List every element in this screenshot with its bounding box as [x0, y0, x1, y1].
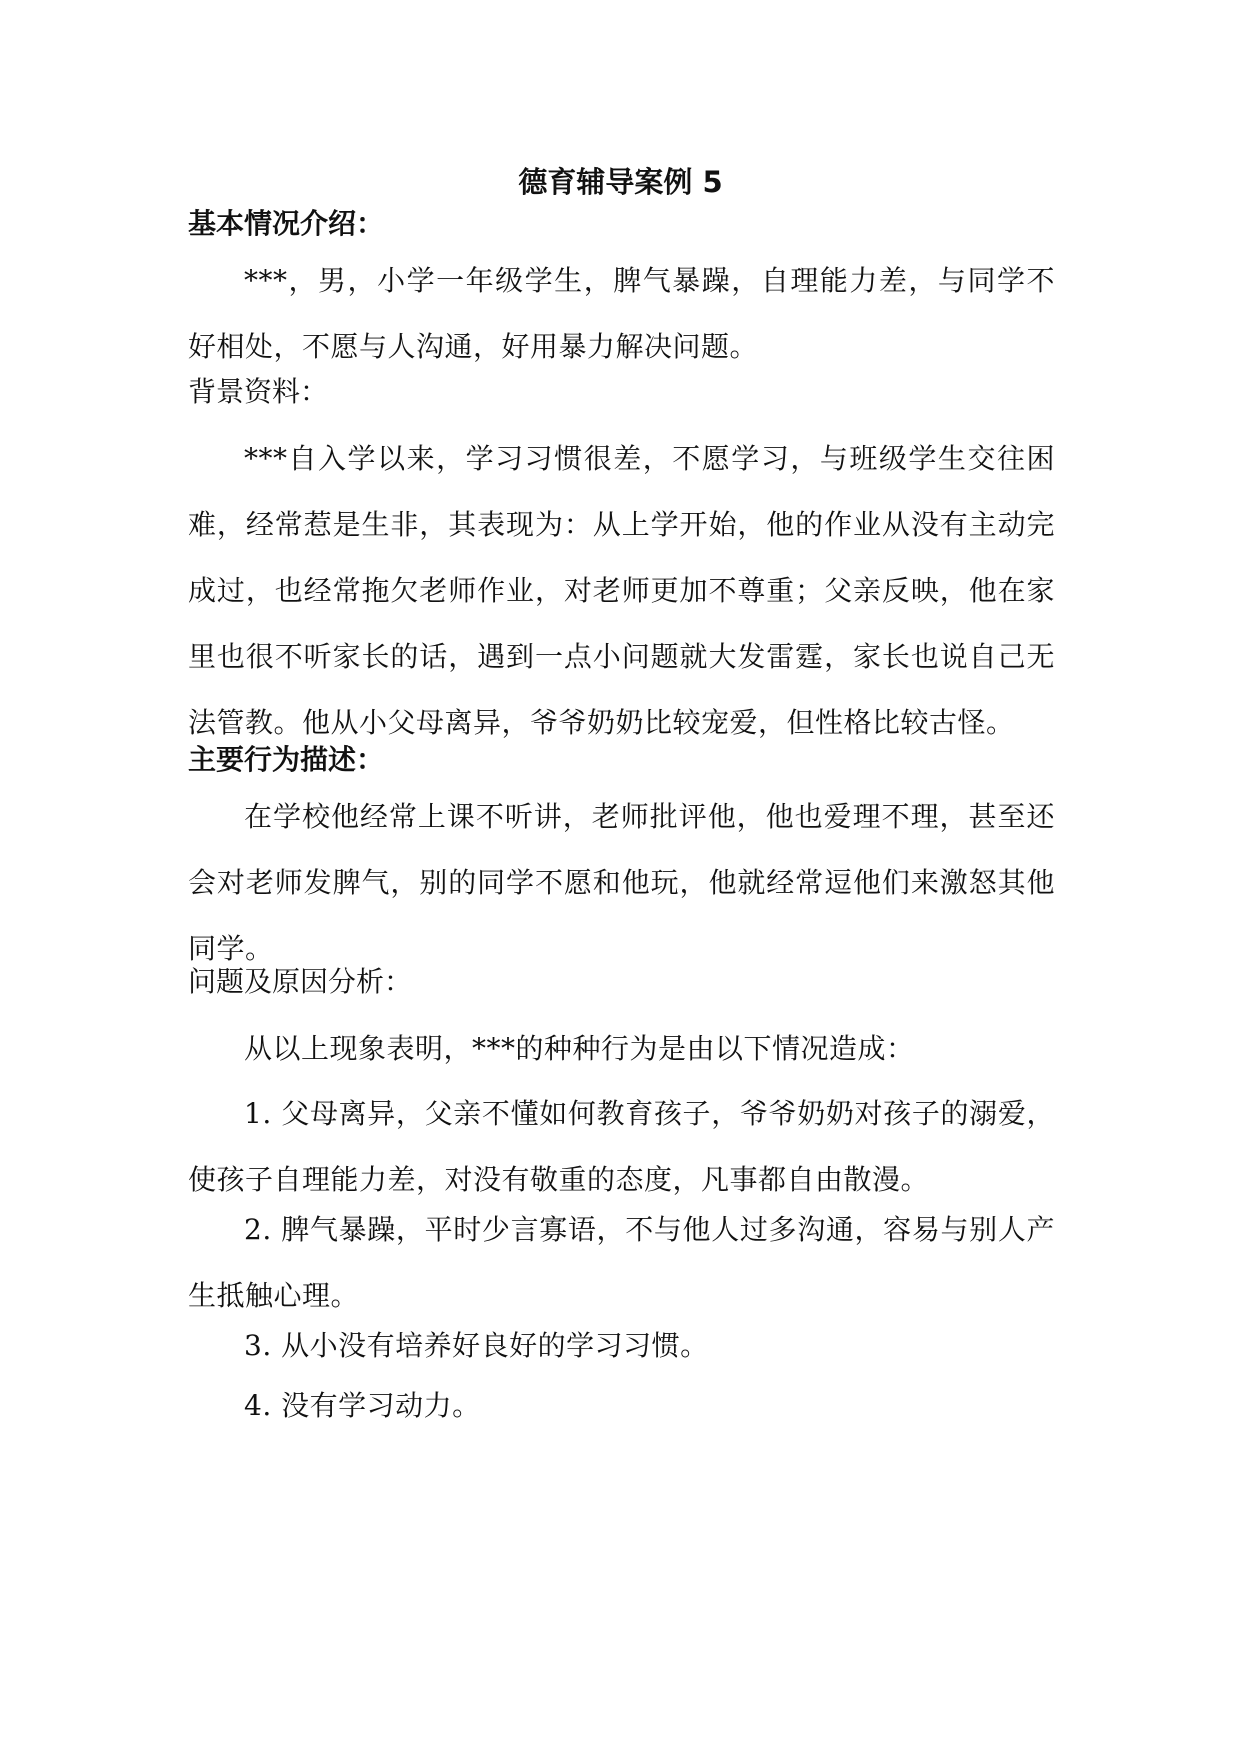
analysis-intro-paragraph: 从以上现象表明，***的种种行为是由以下情况造成：	[244, 1032, 915, 1065]
reason-item-1: 1. 父母离异，父亲不懂如何教育孩子，爷爷奶奶对孩子的溺爱，使孩子自理能力差，对没有敬重的态度，凡事都自由散漫。	[188, 1097, 1055, 1196]
reason-item-2: 2. 脾气暴躁，平时少言寡语，不与他人过多沟通，容易与别人产生抵触心理。	[188, 1213, 1055, 1312]
analysis-label: 问题及原因分析：	[188, 965, 413, 998]
basic-info-heading: 基本情况介绍：	[188, 207, 385, 240]
reason-item-4: 4. 没有学习动力。	[244, 1389, 481, 1422]
background-paragraph: ***自入学以来，学习习惯很差，不愿学习，与班级学生交往困难，经常惹是生非，其表现为：从上学开始，他的作业从没有主动完成过，也经常拖欠老师作业，对老师更加不尊重；父亲反映，他在家里也很不听家长的话，遇到一点小问题就大发雷霆，家长也说自己无法管教。他从小父母离异，爷爷奶奶比较宠爱，但性格比较古怪。	[188, 442, 1055, 739]
reason-item-3: 3. 从小没有培养好良好的学习习惯。	[244, 1329, 709, 1362]
background-label: 背景资料：	[188, 375, 329, 408]
basic-info-paragraph: ***，男，小学一年级学生，脾气暴躁，自理能力差，与同学不好相处，不愿与人沟通，好用暴力解决问题。	[188, 264, 1055, 363]
behavior-paragraph: 在学校他经常上课不听讲，老师批评他，他也爱理不理，甚至还会对老师发脾气，别的同学不愿和他玩，他就经常逗他们来激怒其他同学。	[188, 800, 1055, 965]
behavior-heading: 主要行为描述：	[188, 743, 385, 776]
document-title: 德育辅导案例 5	[518, 165, 723, 199]
